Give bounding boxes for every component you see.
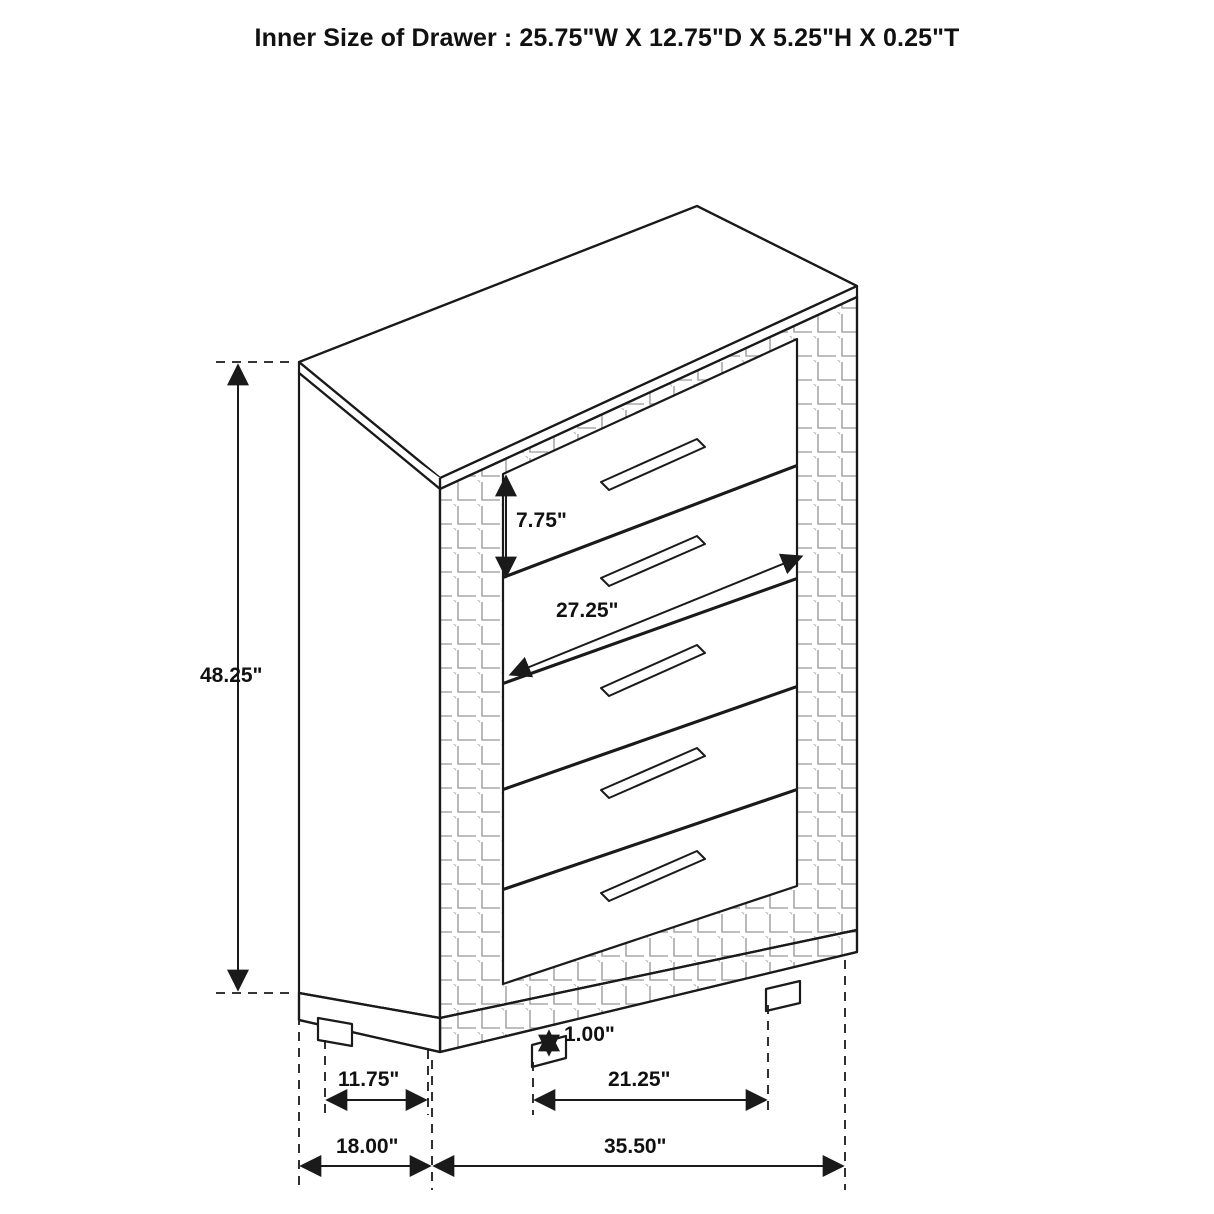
label-drawer-width: 27.25" [556, 599, 619, 622]
chest-body [299, 206, 857, 1067]
label-overall-height: 48.25" [200, 664, 263, 687]
label-overall-depth: 18.00" [336, 1135, 399, 1158]
label-side-depth: 11.75" [338, 1068, 400, 1091]
drawer-stack [503, 339, 797, 984]
label-front-inner-width: 21.25" [608, 1068, 671, 1091]
foot-left-rear [318, 1018, 352, 1046]
label-overall-width: 35.50" [604, 1135, 667, 1158]
label-foot-height: 1.00" [564, 1023, 615, 1046]
label-drawer-height: 7.75" [516, 509, 567, 532]
page-title: Inner Size of Drawer : 25.75"W X 12.75"D X 5.25"H X 0.25"T [254, 24, 960, 52]
foot-front-right [766, 981, 800, 1011]
